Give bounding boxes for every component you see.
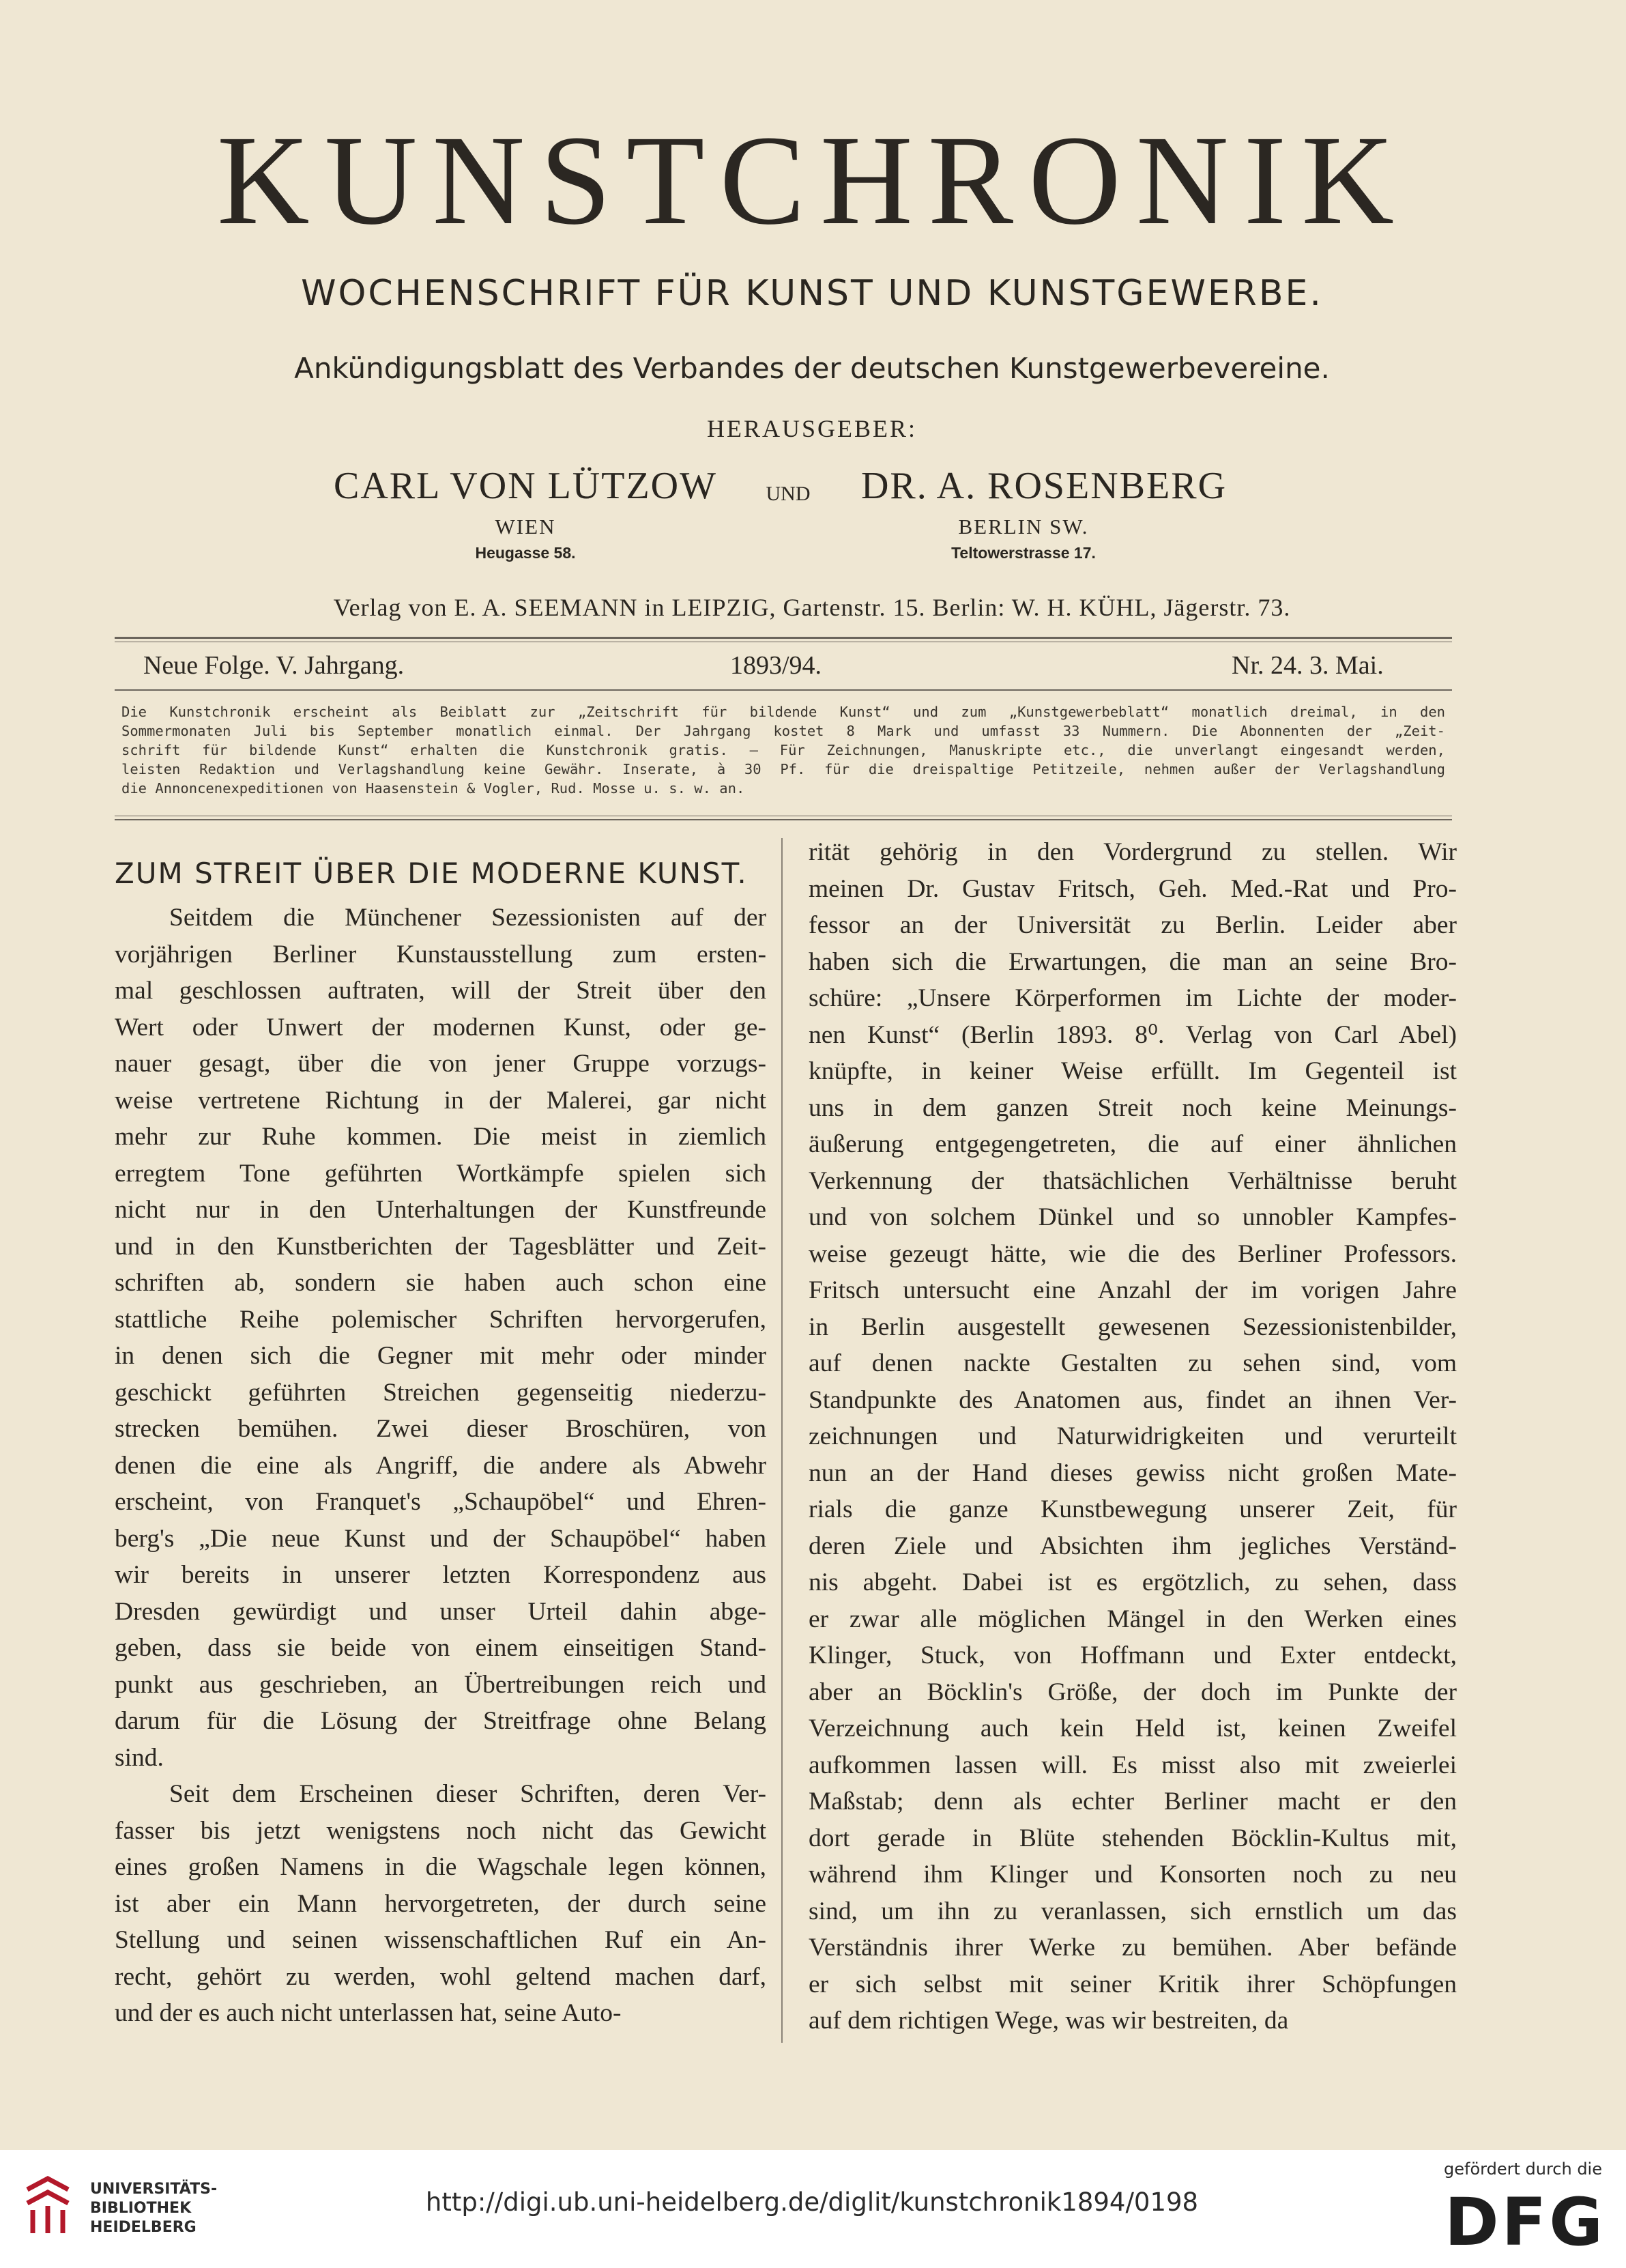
article-line: äußerung entgegengetreten, die auf einer ähnlichen xyxy=(809,1130,1457,1158)
article-line: deren Ziele und Absichten ihm jegliches Verständ- xyxy=(809,1532,1457,1560)
article-line: in Berlin ausgestellt gewesenen Sezessionistenbilder, xyxy=(809,1312,1457,1341)
city-right: BERLIN SW. xyxy=(958,515,1089,539)
article-column-left xyxy=(115,900,766,2032)
article-line: Maßstab; denn als echter Berliner macht er den xyxy=(809,1788,1457,1815)
notice-line: Sommermonaten Juli bis September monatlich einmal. Der Jahrgang kostet 8 Mark und umfasst 33 Nummern. Die Abonnenten der „Zeit- xyxy=(121,723,1445,739)
funding-label: gefördert durch die xyxy=(1444,2159,1602,2179)
article-line: Verkennung der thatsächlichen Verhältnisse beruht xyxy=(809,1166,1457,1195)
article-line: geschickt geführten Streichen gegenseitig niederzu- xyxy=(115,1378,766,1407)
article-line: stattliche Reihe polemischer Schriften hervorgerufen, xyxy=(115,1305,766,1334)
article-line: nis abgeht. Dabei ist es ergötzlich, zu sehen, dass xyxy=(809,1568,1457,1596)
library-name-line: HEIDELBERG xyxy=(90,2219,197,2236)
divider-rule xyxy=(115,637,1452,639)
article-line: vorjährigen Berliner Kunstausstellung zum ersten- xyxy=(115,940,766,968)
article-column-right xyxy=(809,834,1457,2039)
article-line: er zwar alle möglichen Mängel in den Werken eines xyxy=(809,1605,1457,1633)
article-line: auf denen nackte Gestalten zu sehen sind, vom xyxy=(809,1349,1457,1377)
article-line: berg's „Die neue Kunst und der Schaupöbel“ haben xyxy=(115,1524,766,1553)
address-right: Teltowerstrasse 17. xyxy=(951,544,1096,562)
article-line: ist aber ein Mann hervorgetreten, der durch seine xyxy=(115,1889,766,1918)
article-line: nauer gesagt, über die von jener Gruppe vorzugs- xyxy=(115,1050,766,1078)
article-line: mal geschlossen auftraten, will der Streit über den xyxy=(115,977,766,1005)
publisher-line: Verlag von E. A. SEEMANN in LEIPZIG, Gartenstr. 15. Berlin: W. H. KÜHL, Jägerstr. 73. xyxy=(333,594,1291,621)
article-line: eines großen Namens in die Wagschale legen können, xyxy=(115,1853,766,1881)
publisher-label: HERAUSGEBER: xyxy=(706,415,918,442)
article-line: nun an der Hand dieses gewiss nicht großen Mate- xyxy=(809,1459,1457,1487)
article-line: geben, dass sie beide von einem einseitigen Stand- xyxy=(115,1634,766,1662)
article-title: ZUM STREIT ÜBER DIE MODERNE KUNST. xyxy=(115,857,748,890)
article-line: uns in dem ganzen Streit noch keine Meinungs- xyxy=(809,1093,1457,1122)
subscription-notice xyxy=(121,702,1445,798)
article-line: schriften ab, sondern sie haben auch schon eine xyxy=(115,1269,766,1297)
article-line: Stellung und seinen wissenschaftlichen Ruf ein An- xyxy=(115,1926,766,1954)
article-line: recht, gehört zu werden, wohl geltend machen darf, xyxy=(115,1962,766,1991)
article-line: weise vertretene Richtung in der Malerei, gar nicht xyxy=(115,1086,766,1115)
column-divider xyxy=(781,838,783,2043)
notice-line: schrift für bildende Kunst“ erhalten die Kunstchronik gratis. — Für Zeichnungen, Manuskripte etc., die unverlangt eingesandt werden, xyxy=(121,742,1445,758)
article-line: aber an Böcklin's Größe, der doch im Punkte der xyxy=(809,1678,1457,1706)
article-line: und in den Kunstberichten der Tagesblätter und Zeit- xyxy=(115,1232,766,1261)
article-line: Fritsch untersucht eine Anzahl der im vorigen Jahre xyxy=(809,1276,1457,1304)
article-line: nicht nur in den Unterhaltungen der Kunstfreunde xyxy=(115,1196,766,1224)
article-line: wir bereits in unserer letzten Korrespondenz aus xyxy=(115,1561,766,1589)
editor-right: DR. A. ROSENBERG xyxy=(860,465,1228,507)
source-url[interactable]: http://digi.ub.uni-heidelberg.de/diglit/kunstchronik1894/0198 xyxy=(425,2187,1199,2217)
article-line: Wert oder Unwert der modernen Kunst, oder ge- xyxy=(115,1013,766,1042)
issue-number-date: Nr. 24. 3. Mai. xyxy=(1232,651,1384,680)
article-line: haben sich die Erwartungen, die man an seine Bro- xyxy=(809,947,1457,976)
article-line: mehr zur Ruhe kommen. Die meist in ziemlich xyxy=(115,1123,766,1151)
article-line: aufkommen lassen will. Es misst also mit zweierlei xyxy=(809,1751,1457,1779)
article-line: weise gezeugt hätte, wie die des Berliner Professors. xyxy=(809,1239,1457,1268)
notice-line: die Annoncenexpeditionen von Haasenstein & Vogler, Rud. Mosse u. s. w. an. xyxy=(121,780,745,796)
article-line: dort gerade in Blüte stehenden Böcklin-Kultus mit, xyxy=(809,1824,1457,1852)
article-line: Dresden gewürdigt und unser Urteil dahin abge- xyxy=(115,1597,766,1626)
address-left: Heugasse 58. xyxy=(475,544,576,562)
article-line: rials die ganze Kunstbewegung unserer Zeit, für xyxy=(809,1495,1457,1523)
article-line: Seit dem Erscheinen dieser Schriften, deren Ver- xyxy=(169,1780,766,1808)
article-line: und der es auch nicht unterlassen hat, seine Auto- xyxy=(115,1999,622,2027)
article-line: zeichnungen und Naturwidrigkeiten und verurteilt xyxy=(809,1422,1457,1450)
city-left: WIEN xyxy=(495,515,556,539)
article-line: knüpfte, in keiner Weise erfüllt. Im Gegenteil ist xyxy=(809,1057,1457,1085)
article-line: auf dem richtigen Wege, was wir bestreiten, da xyxy=(809,2007,1289,2035)
editor-left: CARL VON LÜTZOW xyxy=(334,465,717,507)
library-name xyxy=(90,2180,217,2237)
article-line: Klinger, Stuck, von Hoffmann und Exter entdeckt, xyxy=(809,1641,1457,1669)
notice-line: Die Kunstchronik erscheint als Beiblatt zur „Zeitschrift für bildende Kunst“ und zum „Kunstgewerbeblatt“ monatlich dreimal, in den xyxy=(121,704,1445,720)
editor-conjunction: UND xyxy=(766,483,811,505)
article-line: fasser bis jetzt wenigstens noch nicht das Gewicht xyxy=(115,1816,766,1845)
article-line: und von solchem Dünkel und so unnobler Kampfes- xyxy=(809,1203,1457,1231)
article-line: in denen sich die Gegner mit mehr oder minder xyxy=(115,1342,766,1370)
library-name-line: UNIVERSITÄTS- xyxy=(90,2181,218,2198)
article-line: Seitdem die Münchener Sezessionisten auf der xyxy=(169,904,766,932)
divider-rule xyxy=(115,689,1452,691)
article-line: Verständnis ihrer Werke zu bemühen. Aber befände xyxy=(809,1934,1457,1962)
article-line: strecken bemühen. Zwei dieser Broschüren, von xyxy=(115,1415,766,1443)
article-line: Verzeichnung auch kein Held ist, keinen Zweifel xyxy=(809,1714,1457,1742)
article-line: sind. xyxy=(115,1743,164,1772)
article-line: fessor an der Universität zu Berlin. Leider aber xyxy=(809,911,1457,939)
article-line: denen die eine als Angriff, die andere als Abwehr xyxy=(115,1451,766,1480)
divider-rule xyxy=(115,819,1452,820)
issue-year: 1893/94. xyxy=(730,651,822,680)
digitization-footer xyxy=(0,2150,1626,2268)
library-name-line: BIBLIOTHEK xyxy=(90,2200,192,2217)
masthead-subtitle: WOCHENSCHRIFT FÜR KUNST UND KUNSTGEWERBE. xyxy=(301,273,1323,314)
article-line: Standpunkte des Anatomen aus, findet an ihnen Ver- xyxy=(809,1386,1457,1414)
article-line: darum für die Lösung der Streitfrage ohne Belang xyxy=(115,1707,766,1735)
article-line: nen Kunst“ (Berlin 1893. 8⁰. Verlag von Carl Abel) xyxy=(809,1020,1457,1049)
article-line: punkt aus geschrieben, an Übertreibungen reich und xyxy=(115,1670,766,1699)
article-line: erscheint, von Franquet's „Schaupöbel“ und Ehren- xyxy=(115,1488,766,1516)
issue-info-row xyxy=(143,650,1433,685)
issue-series: Neue Folge. V. Jahrgang. xyxy=(143,651,405,680)
article-line: meinen Dr. Gustav Fritsch, Geh. Med.-Rat und Pro- xyxy=(809,874,1457,903)
university-library-icon xyxy=(20,2176,75,2237)
notice-line: leisten Redaktion und Verlagshandlung keine Gewähr. Inserate, à 30 Pf. für die dreispaltige Petitzeile, nehmen außer der Verlagshandlung xyxy=(121,761,1445,777)
announcement-line: Ankündigungsblatt des Verbandes der deutschen Kunstgewerbevereine. xyxy=(294,351,1330,385)
article-line: während ihm Klinger und Konsorten noch zu neu xyxy=(809,1861,1457,1889)
masthead-title: KUNSTCHRONIK xyxy=(216,109,1410,251)
article-line: rität gehörig in den Vordergrund zu stellen. Wir xyxy=(809,838,1457,866)
article-line: schüre: „Unsere Körperformen im Lichte der moder- xyxy=(809,984,1457,1012)
article-line: erregtem Tone geführten Wortkämpfe spielen sich xyxy=(115,1159,766,1188)
dfg-logo: DFG xyxy=(1444,2184,1606,2260)
article-line: er sich selbst mit seiner Kritik ihrer Schöpfungen xyxy=(809,1970,1457,1998)
article-line: sind, um ihn zu veranlassen, sich ernstlich um das xyxy=(809,1897,1457,1925)
